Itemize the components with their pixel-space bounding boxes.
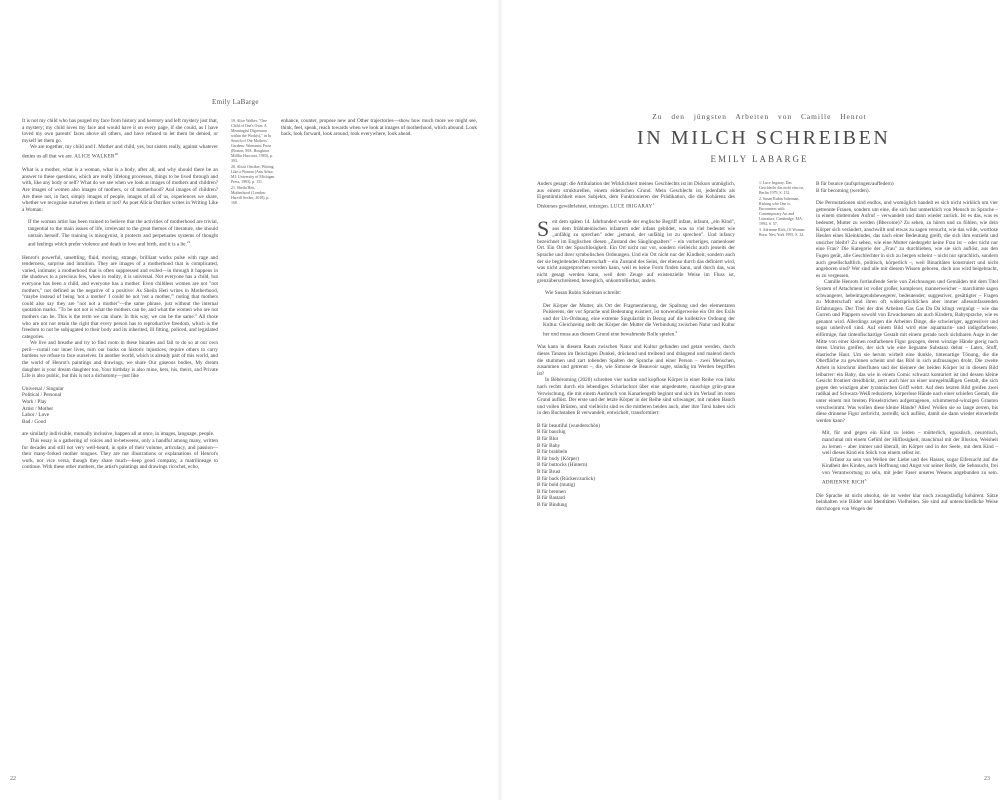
left-footnotes [231, 119, 275, 207]
right-column-2 [816, 181, 998, 513]
drop-cap: S [537, 216, 550, 242]
list-item: B für Brust [537, 469, 561, 476]
right-column-1 [537, 181, 735, 515]
paragraph: In Bébéroming (2020) schreiten vier nackte und kopflose Körper in einer Reihe von links nach rechts durch ein lebendiges Scharlachrot über eine angedeutete, rauschige grün-graue Verwischung, die mit einem Ausbruch von Kanariengelb beginnt und sich im Verlauf im roten Grund auflöst. Der erste und der letzte Körper in der Reihe sind schwanger, mit runden Bauch und vollen Brüsten, und vielleicht sind es die mittleren beiden auch, aber ihre Torsi haben sich in den Buchstaben B verwandelt, entwickelt, transformiert: [537, 377, 735, 417]
quote-author: ADRIENNE RICH [822, 480, 865, 486]
block-quote [28, 219, 218, 248]
paragraph: We live and breathe and try to find room in these binaries and fail to do so at our own peril—curtail our inner lives, turn our backs on historic injustices, require others to carry burdens we refuse to face ourselves. In another world, which is already part of this world, and the world of Henrot's paintings and drawings, we share Our gaseous bodies, My dream daughter is your dream daughter too, Your birthday is also mine, hers, his, theirs, and Private Life is also public, but this is not a dichotomy—just like [22, 340, 218, 380]
paragraph: Was kann in diesem Raum zwischen Natur und Kultur gefunden und getan werden, durch dieses Tanzen im fleischigen Dunkel, drückend und treibend und drängend und malend durch die stummen und zart tobenden Spalten der Sprache und einer Person – zwei Menschen, zusammen und getrennt –, die, wie Simone de Beauvoir sagte, ständig im Werden begriffen ist? [537, 344, 735, 377]
b-list-continued [816, 181, 998, 194]
quote-text [28, 219, 218, 248]
right-footnotes [759, 181, 805, 239]
left-column-1 [22, 118, 218, 471]
epigraph-continued [22, 144, 218, 161]
page-number: 22 [10, 776, 16, 782]
dropcap-paragraph [537, 216, 735, 285]
paragraph: Camille Henrots fortlaufende Serie von Zeichnungen und Gemälden mit dem Titel System of Attachment ist voller großer, komplexer, mannerweicher – marchimte sagen schwangerer, hebeitragendsbewegerer, bedeutender, suggestiver, gesättigter – Fragen zu Mutterschaft und ihren oft widersprüchlichen aber immer allesumfassenden Erfahrungen. Der Titel der drei Arbeiten Gas Gas Da Da klingt vergnügt – wie das Gurren und Plappern sowohl von Erwachsenen als auch Kindern, Babysprache, wie es genannt wird. Allerdings zeigen die Arbeiten Dinge, die schwieriger, aggressiver und sogar unheilvoll sind. Auf einem Bild wird eine aquamarin- und indigofarbene, eiförmige, fast tintenfischartige Gestalt mit einem gerade noch sichtbaren Auge in der Mitte von einer kleinen rostfarbenen Figur gezogen, deren winzige Hände gierig nach deren Umriss greifen, der sich wie eine liegsame Substanz dehnt – Latex, Stoff, elastische Haut. Um sie herum wirbelt eine dunkle, tintenartige Tönung, die die Oberfläche zu gewinnen scheint und das Bild in sich aufzusaugen droht. Die zweite Arbeit in kirschrot überfluten und der kleinere der beiden Körper ist in diesem Bild leibarrer: ein Baby, das wie in einem Comic schwarz konturiert ist und dessen kleine Gesicht frontiert dreidblickt, zerrt auch hier an einer unregelmäßigen Gestalt, die sich gegen den winzigen aber tyrannischen Griff wehrt. Auf dem letzten Bild greifen zwei radikal auf Schwarz-Weiß reduzierte, körperlose Hände nach einer schiefen Gestalt, die unter einem mit breiten Pinselstrichen aufgetragenen, schimmernd-winzigen Grauton verschwimmt. Was wollen diese kleine Hände? Alles! Wollen sie so lange zerren, bis diese drinnene Figur zerbricht, zerreißt, sich auflöst, damit sie dann wieder einverleibt werden kann? [816, 279, 998, 424]
quote-note-ref: 21 [186, 240, 191, 245]
list-item: B für beautiful (wunderschön) [537, 422, 600, 429]
paragraph-text: eit dem späten 14. Jahrhundert wurde der englische Begriff infant, infaunt, „ein Kind", aus dem frühlateinischen infantem oder infans gebildet, was so viel bedeutet wie „unfähig zu sprechen" oder „jemand, der unfähig ist zu sprechen". Und infancy bezeichnet im Englischen diesen „Zustand des Säuglingsalters" – ein vorheriges, namenloser Ort. Ein Ort der Sprachlosigkeit. Ein Ort nicht nur vor, sondern vielleicht auch jenseits der Sprache und ihrer symbolischen Ordnungen. Und ein Ort nicht nur der Kindheit, sondern auch der sie begleitenden Mutterschaft – ein Zustand des Seins, der ebenso durch das definiert wird, was nicht ausgesprochen werden kann, weil es keine Form finden kann, und durch das, was nicht gesagt werden kann, weil dem Zeuge auf existenzielle Weise im Fluss ist, grenzüberschreitend, beweglich, unkontrollierbar, anders. [537, 219, 735, 285]
list-item: B für back (Rücken/zurück) [537, 475, 596, 482]
paragraph: enhance, counter, propose new and Other trajectories—show how much more we might see, think, feel, speak, reach towards when we look at images of motherhood, which abound: Look back, look forward, look around, look everywhere, look ahead. [281, 118, 477, 138]
byline: EMILY LABARGE [710, 154, 809, 164]
list-item: B für bauchig [537, 429, 566, 436]
quote-note-ref: 3 [864, 477, 867, 482]
block-quote [822, 430, 998, 486]
lead-epigraph [537, 181, 735, 211]
list-item: B für brennen [537, 488, 566, 495]
list-item: B für becoming (werden). [816, 187, 870, 194]
list-item: Work / Play [22, 399, 47, 406]
block-quote [543, 303, 735, 339]
footnote: 21. Sheila Heti, Motherhood (London: Harvill Secker, 2018), p. 168. [231, 186, 270, 205]
quote-note-ref: 2 [675, 330, 678, 335]
subtitle: Zu den jüngsten Arbeiten von Camille Henrot [652, 112, 867, 121]
lead-author: LUCE IRIGARAY [610, 204, 653, 210]
epigraph-text: We are together, my child and I. Mother and child, yes, but sisters really, against whatever denies us all that we are. [22, 144, 218, 160]
quote-body: Erfasst zu sein von Wellen der Liebe und des Hasses, sogar Eifersucht auf die Kindheit des Kindes, auch Hoffnung und Angst vor seiner Reife, die Sehnsucht, frei von Verantwortung zu sein, mit jeder Faser unseres Wesens angebunden zu sein. [822, 456, 998, 476]
footnote: 2. Susan Rubin Suleiman, Risking who One is: Encounters with Contemporary Art and Literature, Cambridge, MA, 1994, S. 57. [759, 197, 803, 226]
list-item: Labor / Love [22, 412, 50, 419]
list-item: B für Blut [537, 436, 559, 443]
footnote: 3. Adrienne Rich, Of Woman Born. New York 1995, S. 32. [759, 228, 805, 237]
quote-text [543, 303, 735, 339]
footnote: 20. Alicia Ostriker, Writing Like a Woman (Ann Arbor, MI: University of Michigan Press, 1983), p. 131. [231, 165, 275, 184]
list-item: B für body (Körper) [537, 455, 579, 462]
right-page [500, 0, 1000, 800]
list-item: B für brabbeln [537, 449, 568, 456]
list-item: B für Baby [537, 442, 561, 449]
list-item: B für Bastard [537, 495, 565, 502]
quote-body: If the woman artist has been trained to believe that the activities of motherhood are trivial, tangential to the main issues of life, irrelevant to the great themes of literature, she should untrain herself. The training is misogynist, it protects and perpetuates systems of thought and feelings which prefer violence and death to love and birth, and it is a lie. [28, 219, 218, 248]
paragraph: Henrot's powerful, unsettling, fluid, moving, strange, brilliant works pulse with rage and tenderness, surprise and intuition. They are images of a motherhood that is complicated, varied, intimate; a motherhood that is often suppressed and exiled—in through it happens in the shadows to a precious few, when in reality, it is universal. Not everyone has a child, but everyone has been a child, and everyone has a mother. Even childless women are not "not mothers," not defined as the negative of a positive: As Sheila Heti writes in Motherhood, "maybe instead of being 'not a mother' I could be not 'not a mother,'" noting that mothers could also say they are "not not a mother"—the same phrase, just without the internal quotation marks. "To be not not is what the mothers can be, and what the women who are not mothers can be. This is the term we can share. In this way, we can be the same." All those who are not not retain the right that every person has to reproductive freedom, which is the freedom to not be subjugated to their body and its inherited, ill fitting, policed, and legislated categories. [22, 254, 218, 340]
lead-text: Anders gesagt: die Artikulation der Wirklichkeit meines Geschlechts ist im Diskurs unmöglich, aus einem strukturellen, einem eidetischen Grund. Mein Geschlecht ist, jedenfalls als Eigentümlichkeit eines Subjekts, dem Funktionieren der Prädikation, die die Kohärenz des Diskurses gewährleistet, entzogen. [537, 181, 735, 210]
binaries-list [22, 386, 218, 426]
quote-body: Der Körper der Mutter, als Ort der Fragmentierung, der Spaltung und des elementaren Pulsierens, der vor Sprache und Bedeutung existiert, ist notwendigerweise ein Ort des Exils und der Un-Ordnung, eine extreme Singularität in Bezug auf die kollektive Ordnung der Kultur. Gleichzeitig stellt der Körper der Mutter die Verbindung zwischen Natur und Kultur her und muss aus diesem Grund eine bewahrende Rolle spielen. [543, 302, 735, 338]
epigraph-note-ref: 20 [114, 151, 119, 156]
footnote: 1. Luce Irigaray, Das Geschlecht das nicht eins ist, Berlin 1979, S. 152. [759, 181, 805, 195]
epigraph: It is not my child who has purged my face from history and herstory and left mystery just that, a mystery; my child loves my face and would have it on every page, if she could, as I have loved my own parents' faces above all others, and have refused to let them be denied, or myself let them go. [22, 118, 218, 144]
left-column-2 [281, 118, 477, 138]
paragraph: Die Sprache ist nicht absolut, sie ist weder klar noch zwangsläufig kohärent. Sätze beinhalten wie Bilder und Identitäten Vielheiten. Sie sind auf unterschiedliche Weise durchzogen von Wogen der [816, 492, 998, 513]
quote-text-2 [822, 457, 998, 487]
list-item: Bad / Good [22, 418, 46, 425]
paragraph: Wie Susan Rubin Suleiman schreibt: [545, 290, 622, 297]
list-item: B für buttocks (Hintern) [537, 462, 588, 469]
list-item: Artist / Mother [22, 405, 54, 412]
paragraph: are similarly indivisible, mutually inclusive, happen all at once, in images, language, people. [22, 431, 215, 438]
lead-note-ref: 1 [652, 201, 655, 206]
paragraph: Die Permutationen sind endlos, und womöglich handelt es sich nicht wirklich um vier getrennte Frauen, sondern um eine, die sich fast unmerklich von Mensch zu Sprache – in einem stotternden Aufruf – verwandelt und dann wieder zurück. Ist es das, was es bedeutet, Mutter zu werden (Bbecome)? Zu sehen, zu hören und zu fühlen, wie dein Körper sich verändert, anschwillt und etwas zu sagen versucht, wie das wilde, wortlose Heulen eines Kleinkindes, das nach einer Bedeutung greift, die sich ihm entzieht und unsicher bleibt? Zu sehen, wie eine Mutter niedergeht keine Frau ist – oder nicht nur eine Frau? Die Kategorie der „Frau" zu durchlieben, wie sie sich auflöst, aus den Fugen gerät, alle Geschlechter in sich zu bergen scheint – nicht nur sprachlich, sondern auch gesellschaftlich, politisch, körperlich –, weil Binaritäten konstruiert und nicht angeboren sind? Wer sind alle mit diesem Wissen geboren, doch uns wird beigebracht, es zu vergessen. [816, 200, 998, 279]
footnote: 19. Alice Walker, "One Child of One's Own: A Meaningful Digression within the Work(s)," in In Search of Our Mothers' Gardens: Womanist Prose (Boston, MA: Houghton Mifflin Harcourt, 1983), p. 393. [231, 119, 273, 163]
epigraph-author: ALICE WALKER [74, 154, 115, 160]
list-item: B für Bindung [537, 502, 567, 508]
quote-text: Mit, für und gegen ein Kind zu leiden – mütterlich, egoistisch, neurotisch, manchmal mit einem Gefühl der Hilflosigkeit, manchmal mit der Illusion, Weisheit zu lernen – aber immer und überall, im Körper und in der Seele, mit dem Kind – weil dieses Kind ein Stück von einem selbst ist. [822, 430, 998, 457]
list-item: Political / Personal [22, 392, 62, 399]
page-number: 23 [984, 776, 990, 782]
article-title: IN MILCH SCHREIBEN [637, 127, 891, 149]
running-head: Emily LaBarge [212, 98, 259, 106]
title-block [637, 112, 891, 164]
list-item: B für bounce (aufspringen/auffedern) [816, 181, 894, 187]
list-item: B für bold (mutig) [537, 482, 576, 489]
paragraph: This essay is a gathering of voices and in-betweens, only a handful among many, written for decades and still not very well-heard, in spite of their volume, articulacy, and passion—their many-forked mother tongues. They are not illustrations or explanations of Henrot's work, nor vice versa, though they share much—keep good company, a matrilineage to continue. With these other mothers, the artist's paintings and drawings ricochet, echo, [22, 438, 218, 471]
paragraph: What is a mother, what is a woman, what is a body, after all, and why should there be an answer to these questions, which are really lifelong processes, things to be lived through and with, like any body or self? What do we see when we look at images of mothers and children? Are images of women also images of mothers, or of motherhood? And images of children? Are these not, in fact, simply images of people, images of all of us, experiences we share, whether we recognise ourselves in them or not? As poet Alicia Ostriker writes in Writing Like a Woman: [22, 167, 218, 213]
b-list [537, 423, 735, 509]
list-item: Universal / Singular [22, 385, 64, 392]
